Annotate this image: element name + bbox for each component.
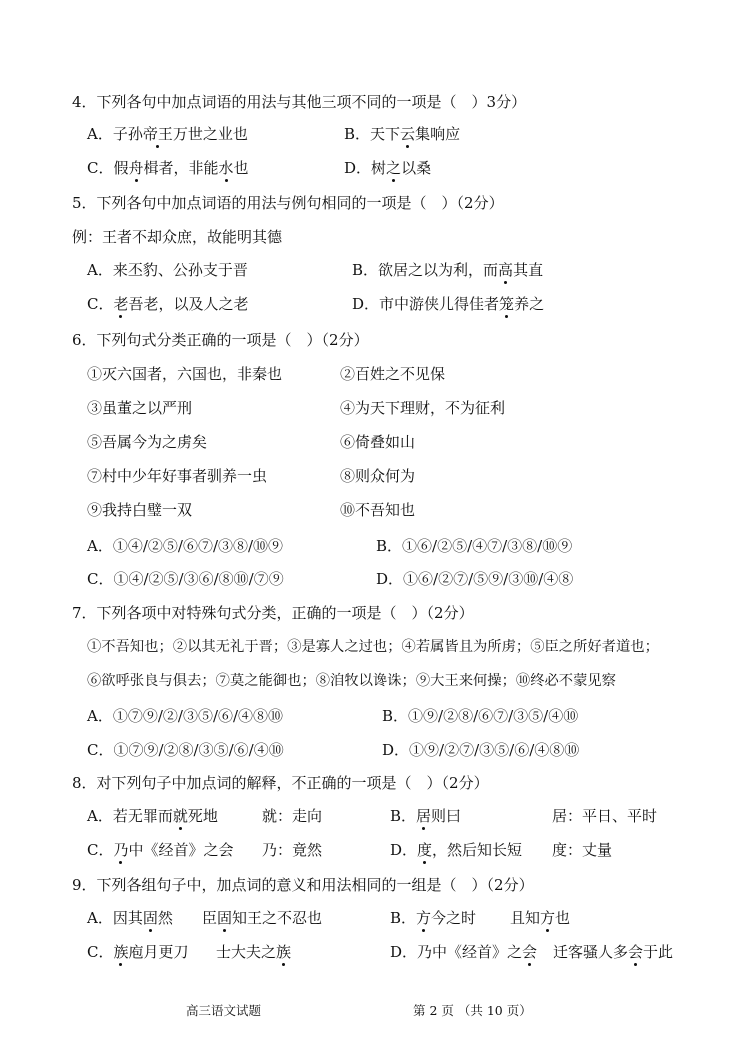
q6-item: ③虽董之以严刑 [87, 399, 193, 417]
dotted-word: 居 [416, 807, 432, 825]
dotted-word: 方 [416, 909, 432, 927]
q5-option-a: A．来丕豹、公孙支于晋 [87, 261, 248, 279]
q5-option-c: C．老吾老，以及人之老 [87, 295, 249, 313]
dotted-word: 族 [113, 943, 129, 961]
q7-option-c: C．①⑦⑨/②⑧/③⑤/⑥/④⑩ [87, 741, 284, 759]
dotted-word: 乃 [113, 841, 129, 859]
q5-option-d: D．市中游侠儿得佳者笼养之 [352, 295, 545, 313]
dotted-word: 云 [400, 125, 416, 143]
q9-option-a-sentence2: 臣固知王之不忍也 [202, 909, 323, 927]
dotted-word: 会 [522, 943, 538, 961]
q9-option-c-sentence2: 士大夫之族 [216, 943, 292, 961]
q5-option-b: B．欲居之以为利，而高其直 [352, 261, 544, 279]
q9-stem: 9．下列各组句子中，加点词的意义和用法相同的一组是（ ）（2分） [72, 876, 534, 894]
q8-option-c: C．乃中《经首》之会 [87, 841, 234, 859]
dotted-word: 水 [218, 159, 234, 177]
q6-option-c: C．①④/②⑤/③⑥/⑧⑩/⑦⑨ [87, 570, 284, 588]
q8-gloss-a: 就：走向 [262, 807, 323, 825]
dotted-word: 方 [540, 909, 556, 927]
q8-gloss-d: 度：丈量 [552, 841, 613, 859]
footer-page-number: 第 2 页 （共 10 页） [413, 1003, 532, 1018]
q8-stem: 8．对下列句子中加点词的解释，不正确的一项是（ ）（2分） [72, 774, 489, 792]
dotted-word: 帝王 [142, 125, 173, 143]
q7-sentences-line1: ①不吾知也；②以其无礼于晋；③是寡人之过也；④若属皆且为所虏；⑤臣之所好者道也； [87, 639, 659, 655]
dotted-word: 舟 [128, 159, 144, 177]
q8-gloss-b: 居：平日、平时 [552, 807, 658, 825]
q6-option-b: B．①⑥/②⑤/④⑦/③⑧/⑩⑨ [376, 537, 573, 555]
q4-option-c: C．假舟楫者，非能水也 [87, 159, 249, 177]
dotted-word: 老 [113, 295, 129, 313]
q5-example: 例：王者不却众庶，故能明其德 [72, 228, 283, 246]
q6-item: ⑧则众何为 [340, 467, 416, 485]
q6-item: ⑥倚叠如山 [340, 433, 416, 451]
q6-item: ⑨我持白璧一双 [87, 501, 193, 519]
q8-option-a: A．若无罪而就死地 [87, 807, 218, 825]
q9-option-d: D．乃中《经首》之会 [390, 943, 538, 961]
q7-option-d: D．①⑨/②⑦/③⑤/⑥/④⑧⑩ [382, 741, 580, 759]
q9-option-b-sentence2: 且知方也 [510, 909, 571, 927]
dotted-word: 固 [217, 909, 233, 927]
q6-item: ①灭六国者，六国也，非秦也 [87, 365, 283, 383]
dotted-word: 度 [417, 841, 433, 859]
q9-option-a: A．因其固然 [87, 909, 173, 927]
dotted-word: 就 [172, 807, 188, 825]
q4-stem: 4．下列各句中加点词语的用法与其他三项不同的一项是（ ）3分） [72, 93, 527, 111]
q6-item: ⑤吾属今为之虏矣 [87, 433, 208, 451]
q6-item: ②百姓之不见保 [340, 365, 446, 383]
q8-option-b: B．居则曰 [390, 807, 462, 825]
q8-option-d: D．度，然后知长短 [390, 841, 523, 859]
q6-option-a: A．①④/②⑤/⑥⑦/③⑧/⑩⑨ [87, 537, 284, 555]
q7-option-b: B．①⑨/②⑧/⑥⑦/③⑤/④⑩ [382, 707, 579, 725]
dotted-word: 高 [498, 261, 514, 279]
q4-option-d: D．树之以桑 [344, 159, 432, 177]
dotted-word: 笼 [499, 295, 515, 313]
q9-option-b: B．方今之时 [390, 909, 477, 927]
q6-option-d: D．①⑥/②⑦/⑤⑨/③⑩/④⑧ [376, 570, 574, 588]
q8-gloss-c: 乃：竟然 [262, 841, 323, 859]
dotted-word: 固 [142, 909, 158, 927]
dotted-word: 之 [386, 159, 402, 177]
q9-option-c: C．族庖月更刀 [87, 943, 189, 961]
q7-option-a: A．①⑦⑨/②/③⑤/⑥/④⑧⑩ [87, 707, 284, 725]
q5-stem: 5．下列各句中加点词语的用法与例句相同的一项是（ ）（2分） [72, 194, 504, 212]
q4-option-b: B．天下云集响应 [344, 125, 461, 143]
q6-stem: 6．下列句式分类正确的一项是（ ）（2分） [72, 331, 369, 349]
q7-sentences-line2: ⑥欲呼张良与俱去；⑦莫之能御也；⑧洎牧以谗诛；⑨大王来何操；⑩终必不蒙见察 [87, 673, 616, 689]
q6-item: ④为天下理财，不为征利 [340, 399, 506, 417]
q4-option-a: A．子孙帝王万世之业也 [87, 125, 248, 143]
dotted-word: 族 [276, 943, 292, 961]
q6-item: ⑦村中少年好事者驯养一虫 [87, 467, 268, 485]
q9-option-d-sentence2: 迁客骚人多会于此 [553, 943, 674, 961]
dotted-word: 会 [628, 943, 644, 961]
q7-stem: 7．下列各项中对特殊句式分类，正确的一项是（ ）（2分） [72, 604, 474, 622]
footer-exam-title: 高三语文试题 [186, 1003, 262, 1018]
q6-item: ⑩不吾知也 [340, 501, 416, 519]
